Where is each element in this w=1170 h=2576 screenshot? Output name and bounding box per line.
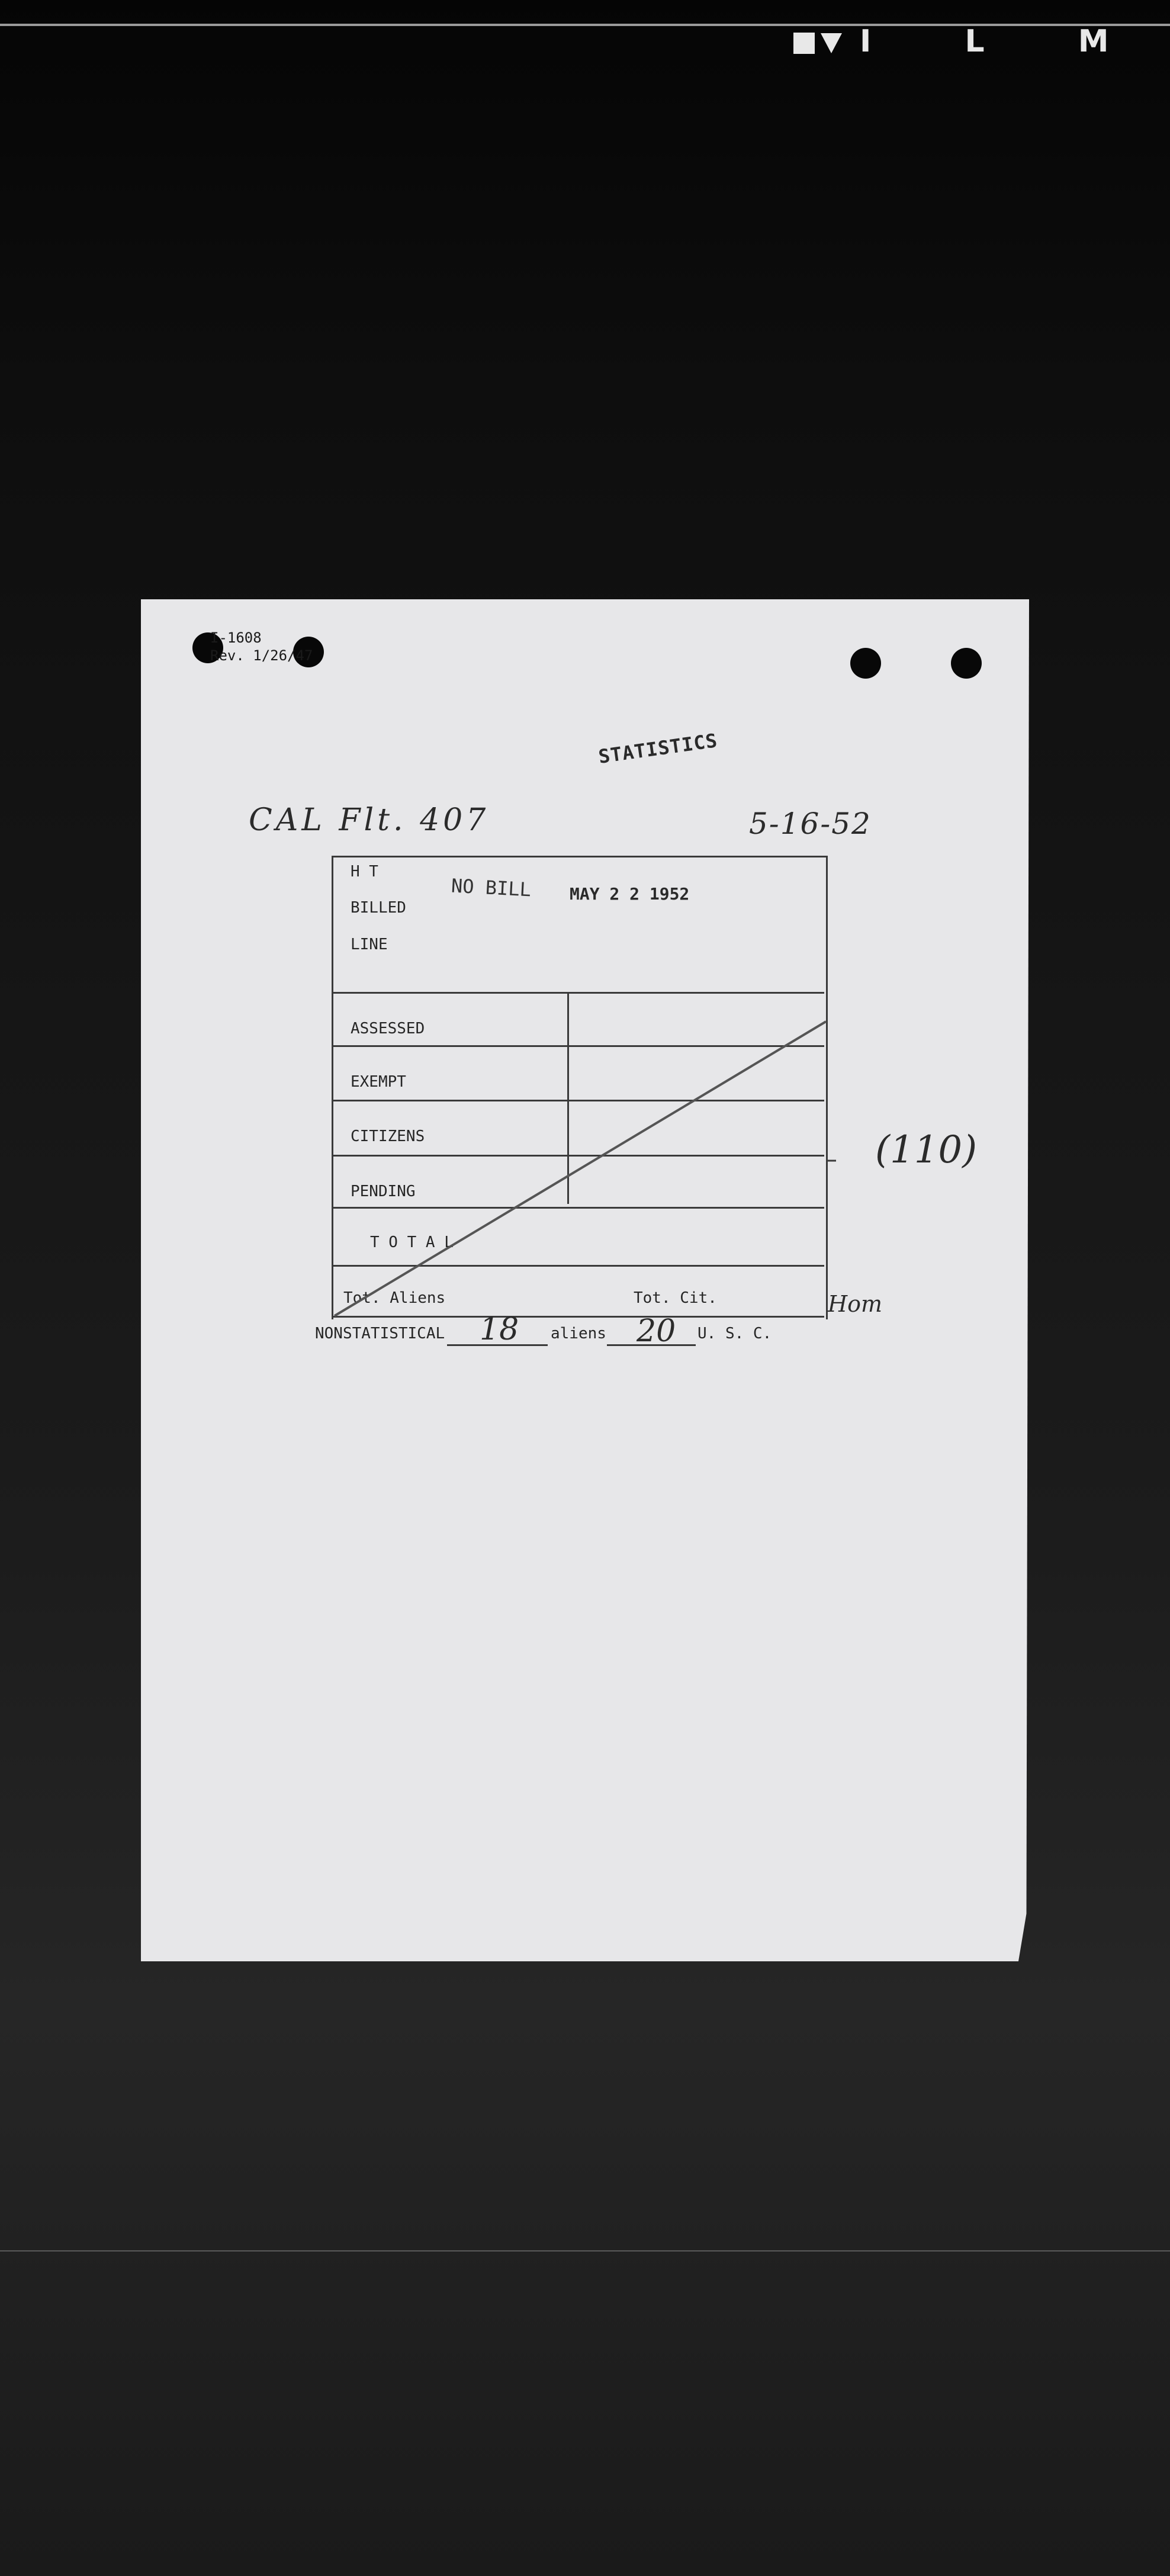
label-line: LINE (351, 936, 388, 953)
film-letters: I L M (860, 24, 1150, 59)
received-date-stamp: MAY 2 2 1952 (570, 884, 690, 904)
label-tot-cit: Tot. Cit. (634, 1289, 717, 1307)
label-nonstatistical: NONSTATISTICAL (315, 1325, 445, 1342)
handwritten-total: (110) (875, 1128, 978, 1172)
label-billed: BILLED (351, 899, 406, 917)
form-revision: Rev. 1/26/47 (210, 647, 313, 664)
label-tot-aliens: Tot. Aliens (343, 1289, 446, 1307)
label-usc: U. S. C. (698, 1325, 772, 1342)
label-citizens: CITIZENS (351, 1128, 425, 1145)
handwritten-date: 5-16-52 (749, 807, 872, 841)
label-pending: PENDING (351, 1183, 416, 1200)
statistics-stamp: STATISTICS (597, 729, 719, 768)
handwritten-initials: Hom (828, 1291, 883, 1317)
label-assessed: ASSESSED (351, 1020, 425, 1038)
label-exempt: EXEMPT (351, 1073, 406, 1091)
handwritten-flight: CAL Flt. 407 (249, 802, 490, 838)
usc-count: 20 (637, 1313, 676, 1349)
label-aliens: aliens (551, 1325, 606, 1342)
strike-through-line (335, 1022, 826, 1316)
form-number: I-1608 (210, 629, 262, 646)
no-bill-stamp: NO BILL (451, 874, 532, 901)
label-ht: H T (351, 863, 378, 881)
label-total: T O T A L (370, 1234, 454, 1251)
nonstatistical-aliens-count: 18 (480, 1312, 519, 1347)
